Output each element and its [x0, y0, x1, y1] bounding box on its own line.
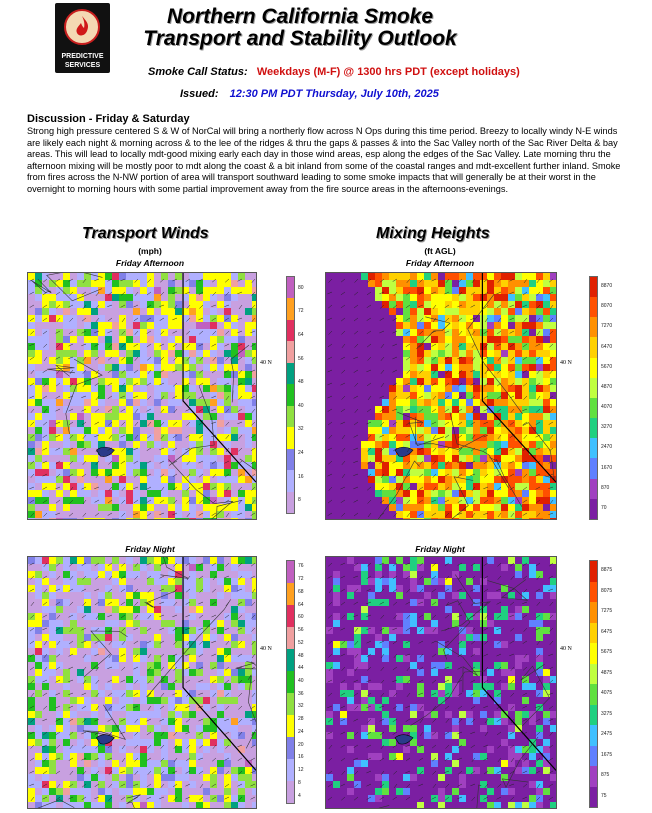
colorbar-swatch [590, 438, 597, 458]
lat-label: 40 N [260, 360, 272, 366]
colorbar-swatch [590, 561, 597, 582]
call-status-value: Weekdays (M-F) @ 1300 hrs PDT (except holidays) [256, 66, 520, 78]
colorbar-label: 48 [298, 652, 304, 659]
colorbar-swatch [590, 766, 597, 787]
colorbar-label: 7275 [601, 608, 613, 615]
logo-text-1: PREDICTIVE [61, 53, 104, 60]
colorbar-label: 75 [601, 792, 607, 799]
colorbar-label: 44 [298, 665, 304, 672]
issued-line [180, 88, 439, 100]
lat-label: 40 N [560, 360, 572, 366]
colorbar-label: 16 [298, 754, 304, 761]
colorbar-label: 24 [298, 728, 304, 735]
transport-winds-title: Transport Winds [82, 225, 209, 242]
colorbar-swatch [590, 398, 597, 418]
mixing-heights-night-map [325, 556, 557, 809]
colorbar-label: 32 [298, 426, 304, 433]
colorbar-label: 3270 [601, 424, 613, 431]
colorbar-swatch [287, 492, 294, 513]
colorbar-label: 40 [298, 402, 304, 409]
colorbar-label: 8070 [601, 303, 613, 310]
transport-period-afternoon: Friday Afternoon [115, 258, 185, 268]
colorbar-label: 8075 [601, 587, 613, 594]
colorbar-label: 4075 [601, 690, 613, 697]
colorbar-swatch [287, 627, 294, 649]
colorbar-label: 36 [298, 690, 304, 697]
colorbar-label: 4 [298, 792, 301, 799]
colorbar-swatch [287, 277, 294, 298]
colorbar-label: 8 [298, 779, 301, 786]
colorbar-label: 16 [298, 473, 304, 480]
colorbar-swatch [590, 277, 597, 297]
logo-text-2: SERVICES [64, 62, 101, 69]
title-line-2: Transport and Stability Outlook [143, 27, 457, 50]
colorbar-swatch [590, 297, 597, 317]
mixing-unit: (ft AGL) [424, 246, 456, 256]
call-status-label: Smoke Call Status: [148, 66, 248, 78]
mixing-heights-afternoon-map [325, 272, 557, 520]
colorbar-label: 72 [298, 308, 304, 315]
colorbar-swatch [590, 337, 597, 357]
discussion-heading: Discussion - Friday & Saturday [27, 113, 190, 125]
colorbar-swatch [590, 479, 597, 499]
colorbar-swatch [590, 705, 597, 726]
colorbar-label: 1675 [601, 751, 613, 758]
colorbar-label: 56 [298, 355, 304, 362]
colorbar-swatch [590, 664, 597, 685]
colorbar-swatch [287, 363, 294, 384]
colorbar-label: 72 [298, 576, 304, 583]
colorbar-label: 2470 [601, 444, 613, 451]
colorbar-label: 70 [601, 504, 607, 511]
colorbar-label: 40 [298, 678, 304, 684]
colorbar-swatch [287, 715, 294, 737]
colorbar-swatch [287, 737, 294, 759]
wind-colorbar [286, 560, 295, 804]
colorbar-swatch [590, 725, 597, 746]
colorbar-swatch [287, 649, 294, 671]
colorbar-swatch [590, 602, 597, 623]
colorbar-swatch [287, 583, 294, 605]
colorbar-label: 870 [601, 484, 610, 491]
colorbar-swatch [287, 341, 294, 362]
colorbar-swatch [590, 418, 597, 438]
colorbar-label: 60 [298, 614, 304, 621]
colorbar-swatch [287, 320, 294, 341]
colorbar-label: 28 [298, 716, 304, 723]
colorbar-swatch [287, 693, 294, 715]
colorbar-swatch [287, 470, 294, 491]
colorbar-label: 8 [298, 497, 301, 504]
colorbar-label: 6475 [601, 628, 613, 635]
colorbar-swatch [590, 458, 597, 478]
colorbar-swatch [287, 449, 294, 470]
colorbar-label: 20 [298, 741, 304, 748]
mixing-colorbar [589, 276, 598, 520]
colorbar-label: 64 [298, 332, 304, 338]
lat-label: 40 N [260, 646, 272, 652]
colorbar-swatch [590, 499, 597, 519]
smoke-call-status [148, 66, 520, 78]
colorbar-swatch [287, 759, 294, 781]
colorbar-label: 24 [298, 450, 304, 456]
colorbar-label: 8870 [601, 283, 613, 290]
colorbar-label: 8875 [601, 567, 613, 574]
mixing-period-afternoon: Friday Afternoon [405, 258, 475, 268]
colorbar-label: 4870 [601, 383, 613, 390]
colorbar-swatch [590, 787, 597, 808]
colorbar-swatch [590, 378, 597, 398]
colorbar-label: 875 [601, 772, 610, 779]
title-line-1: Northern California Smoke [166, 5, 434, 28]
colorbar-swatch [287, 427, 294, 448]
colorbar-swatch [590, 746, 597, 767]
colorbar-label: 52 [298, 639, 304, 646]
colorbar-label: 5675 [601, 649, 613, 656]
colorbar-label: 1670 [601, 464, 613, 471]
colorbar-label: 2475 [601, 731, 613, 738]
discussion-text: Strong high pressure centered S & W of NorCal will bring a northerly flow across N Ops during this time period. Breezy to locally windy N-E winds are likely each night & morning across & to the lee of the ridges & thru the gaps & passes & into the Sac Valley north of the Sac River Delta & bay areas. This will lead to locally mdt-good mixing early each day in those wind areas, esp along the edges of the Sac Valley. Late morning thru the afternoon mixing will be mostly poor to mdt along the coast & a bit inland from some of the coastal ranges and mdt-excellent further inland. Smoke from fires across the N-NW portion of area will transport southward leading to some smoke impacts that will generally be at their worst in the overnight to morning hours with some partial improvement away from the fire source areas in the afternoons-evenings. [27, 126, 621, 194]
colorbar-swatch [287, 671, 294, 693]
transport-winds-night-map [27, 556, 257, 809]
colorbar-swatch [287, 561, 294, 583]
colorbar-label: 76 [298, 563, 304, 570]
colorbar-label: 5670 [601, 363, 613, 370]
colorbar-swatch [287, 384, 294, 405]
colorbar-swatch [287, 605, 294, 627]
colorbar-swatch [590, 623, 597, 644]
colorbar-swatch [287, 298, 294, 319]
colorbar-label: 12 [298, 767, 304, 774]
colorbar-label: 56 [298, 627, 304, 634]
transport-winds-afternoon-map [27, 272, 257, 520]
colorbar-swatch [287, 781, 294, 803]
colorbar-swatch [590, 684, 597, 705]
flame-icon [73, 15, 91, 39]
colorbar-swatch [590, 358, 597, 378]
transport-period-night: Friday Night [125, 544, 175, 554]
colorbar-label: 64 [298, 601, 304, 608]
colorbar-swatch [590, 582, 597, 603]
issued-value: 12:30 PM PDT Thursday, July 10th, 2025 [229, 88, 439, 100]
colorbar-label: 4070 [601, 404, 613, 411]
colorbar-label: 3275 [601, 710, 613, 717]
page-title [118, 6, 482, 50]
colorbar-label: 4875 [601, 669, 613, 676]
colorbar-label: 48 [298, 379, 304, 386]
predictive-services-logo [55, 3, 110, 73]
colorbar-label: 80 [298, 284, 304, 291]
colorbar-label: 32 [298, 703, 304, 710]
wind-colorbar [286, 276, 295, 514]
colorbar-swatch [590, 317, 597, 337]
colorbar-swatch [590, 643, 597, 664]
mixing-period-night: Friday Night [415, 544, 465, 554]
mixing-colorbar [589, 560, 598, 808]
colorbar-label: 68 [298, 588, 304, 595]
mixing-heights-title: Mixing Heights [376, 225, 490, 242]
transport-unit: (mph) [138, 246, 162, 256]
colorbar-label: 6470 [601, 343, 613, 350]
colorbar-label: 7270 [601, 323, 613, 330]
colorbar-swatch [287, 406, 294, 427]
lat-label: 40 N [560, 646, 572, 652]
issued-label: Issued: [180, 88, 219, 100]
